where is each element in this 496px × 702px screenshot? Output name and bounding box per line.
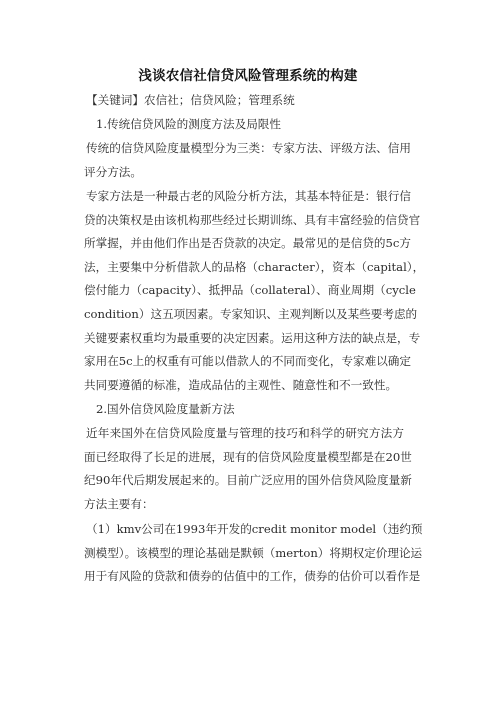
text-line: 用于有风险的贷款和债券的估值中的工作，债券的估价可以看作是 [84,569,421,584]
text-line: 贷的决策权是由该机构那些经过长期训练、具有丰富经验的信贷官 [84,212,421,227]
text-line: 面已经取得了长足的进展，现有的信贷风险度量模型都是在20世 [84,449,412,464]
text-line: 评分方法。 [84,164,142,179]
text-line: 方法主要有： [84,496,154,511]
text-line: 测模型）。该模型的理论基础是默顿（merton）将期权定价理论运 [84,545,423,560]
paragraph [84,185,425,397]
paragraph [84,518,423,589]
text-line: 共同要遵循的标准，造成品估的主观性、随意性和不一致性。 [84,377,398,392]
section-heading-2 [96,398,418,422]
text-line: 近年来国外在信贷风险度量与管理的技巧和科学的研究方法方 [86,426,404,440]
text-line: 所掌握，并由他们作出是否贷款的决定。最常见的是信贷的5c方 [84,236,411,251]
text-line: 家用在5c上的权重有可能以借款人的不同而变化，专家难以确定 [84,354,411,369]
text-line: condition）这五项因素。专家知识、主观判断以及某些要考虑的 [84,306,418,321]
keywords-line [86,89,408,113]
text-line: 关键要素权重均为最重要的决定因素。运用这种方法的缺点是，专 [84,330,421,345]
text-line: 2.国外信贷风险度量新方法 [96,402,235,416]
text-line: 纪90年代后期发展起来的。目前广泛应用的国外信贷风险度量新 [84,473,412,488]
text-line: 专家方法是一种最古老的风险分析方法，其基本特征是：银行信 [86,189,411,203]
document-title: 浅谈农信社信贷风险管理系统的构建 [138,68,358,84]
text-line: 【关键词】农信社；信贷风险；管理系统 [86,93,295,107]
section-heading-1 [96,113,418,137]
paragraph [84,422,412,516]
text-line: 偿付能力（capacity）、抵押品（collateral）、商业周期（cycle [84,283,416,298]
paragraph [86,137,411,184]
text-line: 1.传统信贷风险的测度方法及局限性 [96,117,281,131]
text-line: 法，主要集中分析借款人的品格（character），资本（capital）， [84,259,425,274]
text-line: （1）kmv公司在1993年开发的credit monitor model（违约预 [86,522,423,536]
text-line: 传统的信贷风险度量模型分为三类：专家方法、评级方法、信用 [86,141,411,155]
